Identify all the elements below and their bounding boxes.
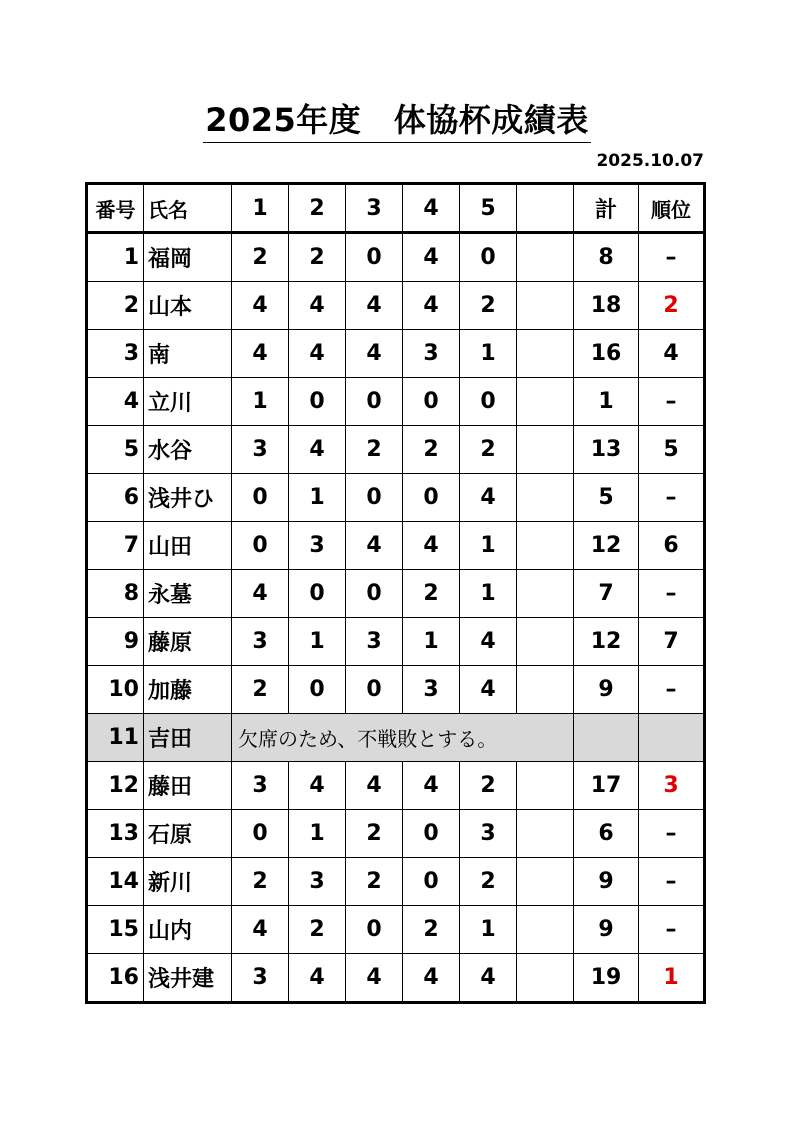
row-score-1: 3 bbox=[232, 954, 289, 1003]
row-score-2: 4 bbox=[289, 426, 346, 474]
row-score-3: 0 bbox=[346, 233, 403, 282]
row-score-2: 0 bbox=[289, 666, 346, 714]
row-score-2: 4 bbox=[289, 330, 346, 378]
table-row bbox=[87, 378, 705, 426]
row-score-4: 2 bbox=[403, 426, 460, 474]
row-no: 2 bbox=[87, 282, 144, 330]
row-score-6 bbox=[517, 666, 574, 714]
row-score-5: 4 bbox=[460, 474, 517, 522]
row-score-1: 0 bbox=[232, 474, 289, 522]
row-rank: 1 bbox=[639, 954, 705, 1003]
row-score-3: 4 bbox=[346, 330, 403, 378]
row-score-4: 4 bbox=[403, 762, 460, 810]
row-rank: 7 bbox=[639, 618, 705, 666]
row-score-5: 2 bbox=[460, 762, 517, 810]
row-name: 藤原 bbox=[144, 618, 232, 666]
row-total: 16 bbox=[574, 330, 639, 378]
header-round-5: 5 bbox=[460, 184, 517, 233]
table-row bbox=[87, 762, 705, 810]
row-score-4: 3 bbox=[403, 666, 460, 714]
table-row bbox=[87, 282, 705, 330]
row-score-1: 4 bbox=[232, 330, 289, 378]
row-name: 永墓 bbox=[144, 570, 232, 618]
page-title-text: 2025年度 体協杯成績表 bbox=[203, 98, 591, 143]
row-score-2: 1 bbox=[289, 474, 346, 522]
row-score-4: 0 bbox=[403, 858, 460, 906]
row-total bbox=[574, 714, 639, 762]
row-score-6 bbox=[517, 282, 574, 330]
row-total: 6 bbox=[574, 810, 639, 858]
row-score-4: 0 bbox=[403, 810, 460, 858]
row-no: 3 bbox=[87, 330, 144, 378]
row-score-6 bbox=[517, 570, 574, 618]
row-name: 加藤 bbox=[144, 666, 232, 714]
row-rank: 5 bbox=[639, 426, 705, 474]
row-total: 18 bbox=[574, 282, 639, 330]
row-score-1: 1 bbox=[232, 378, 289, 426]
row-score-3: 0 bbox=[346, 666, 403, 714]
row-score-4: 2 bbox=[403, 906, 460, 954]
row-score-2: 2 bbox=[289, 906, 346, 954]
row-no: 15 bbox=[87, 906, 144, 954]
row-score-5: 3 bbox=[460, 810, 517, 858]
row-score-6 bbox=[517, 618, 574, 666]
header-name: 氏名 bbox=[144, 184, 232, 233]
row-score-5: 2 bbox=[460, 858, 517, 906]
row-score-6 bbox=[517, 858, 574, 906]
row-score-6 bbox=[517, 954, 574, 1003]
row-total: 8 bbox=[574, 233, 639, 282]
row-score-3: 0 bbox=[346, 378, 403, 426]
row-rank: 6 bbox=[639, 522, 705, 570]
header-round-3: 3 bbox=[346, 184, 403, 233]
row-score-2: 4 bbox=[289, 762, 346, 810]
row-score-2: 0 bbox=[289, 378, 346, 426]
row-total: 13 bbox=[574, 426, 639, 474]
row-score-2: 3 bbox=[289, 858, 346, 906]
row-score-4: 4 bbox=[403, 233, 460, 282]
table-row bbox=[87, 954, 705, 1003]
row-name: 水谷 bbox=[144, 426, 232, 474]
row-name: 立川 bbox=[144, 378, 232, 426]
row-score-3: 3 bbox=[346, 618, 403, 666]
row-no: 6 bbox=[87, 474, 144, 522]
row-no: 1 bbox=[87, 233, 144, 282]
row-rank: 4 bbox=[639, 330, 705, 378]
row-name: 山本 bbox=[144, 282, 232, 330]
row-name: 藤田 bbox=[144, 762, 232, 810]
row-score-2: 1 bbox=[289, 810, 346, 858]
row-score-4: 4 bbox=[403, 954, 460, 1003]
row-score-6 bbox=[517, 762, 574, 810]
row-no: 10 bbox=[87, 666, 144, 714]
row-score-1: 4 bbox=[232, 570, 289, 618]
table-row bbox=[87, 810, 705, 858]
table-row bbox=[87, 522, 705, 570]
row-name: 浅井ひ bbox=[144, 474, 232, 522]
row-score-6 bbox=[517, 330, 574, 378]
row-rank: – bbox=[639, 906, 705, 954]
row-rank: – bbox=[639, 233, 705, 282]
row-score-4: 1 bbox=[403, 618, 460, 666]
header-round-4: 4 bbox=[403, 184, 460, 233]
row-rank: 2 bbox=[639, 282, 705, 330]
row-score-1: 2 bbox=[232, 233, 289, 282]
row-no: 5 bbox=[87, 426, 144, 474]
row-score-1: 0 bbox=[232, 522, 289, 570]
row-rank: – bbox=[639, 474, 705, 522]
row-rank: – bbox=[639, 570, 705, 618]
table-row bbox=[87, 426, 705, 474]
header-no: 番号 bbox=[87, 184, 144, 233]
row-name: 吉田 bbox=[144, 714, 232, 762]
row-total: 9 bbox=[574, 666, 639, 714]
row-score-2: 0 bbox=[289, 570, 346, 618]
row-score-5: 2 bbox=[460, 282, 517, 330]
row-score-3: 4 bbox=[346, 762, 403, 810]
row-no: 4 bbox=[87, 378, 144, 426]
row-score-2: 2 bbox=[289, 233, 346, 282]
row-score-3: 0 bbox=[346, 570, 403, 618]
row-score-3: 0 bbox=[346, 474, 403, 522]
row-name: 山田 bbox=[144, 522, 232, 570]
row-score-5: 1 bbox=[460, 330, 517, 378]
row-score-5: 4 bbox=[460, 618, 517, 666]
row-score-5: 0 bbox=[460, 233, 517, 282]
row-score-6 bbox=[517, 233, 574, 282]
row-score-6 bbox=[517, 378, 574, 426]
row-total: 9 bbox=[574, 906, 639, 954]
table-row bbox=[87, 474, 705, 522]
row-score-3: 2 bbox=[346, 810, 403, 858]
row-score-4: 0 bbox=[403, 378, 460, 426]
row-name: 南 bbox=[144, 330, 232, 378]
row-score-5: 0 bbox=[460, 378, 517, 426]
row-score-5: 4 bbox=[460, 666, 517, 714]
row-no: 11 bbox=[87, 714, 144, 762]
row-score-6 bbox=[517, 426, 574, 474]
table-row bbox=[87, 666, 705, 714]
row-rank: – bbox=[639, 378, 705, 426]
row-score-2: 4 bbox=[289, 282, 346, 330]
row-score-4: 3 bbox=[403, 330, 460, 378]
row-total: 7 bbox=[574, 570, 639, 618]
row-score-1: 4 bbox=[232, 906, 289, 954]
row-score-1: 3 bbox=[232, 618, 289, 666]
row-name: 浅井建 bbox=[144, 954, 232, 1003]
row-score-3: 4 bbox=[346, 954, 403, 1003]
table-row bbox=[87, 233, 705, 282]
row-score-3: 0 bbox=[346, 906, 403, 954]
table-header-row bbox=[87, 184, 705, 233]
row-no: 9 bbox=[87, 618, 144, 666]
row-score-1: 0 bbox=[232, 810, 289, 858]
row-score-3: 4 bbox=[346, 282, 403, 330]
row-score-4: 2 bbox=[403, 570, 460, 618]
row-score-2: 4 bbox=[289, 954, 346, 1003]
row-rank: – bbox=[639, 810, 705, 858]
row-score-1: 3 bbox=[232, 762, 289, 810]
row-score-5: 1 bbox=[460, 570, 517, 618]
row-score-4: 4 bbox=[403, 282, 460, 330]
row-total: 5 bbox=[574, 474, 639, 522]
table-row bbox=[87, 570, 705, 618]
row-score-1: 4 bbox=[232, 282, 289, 330]
row-rank: – bbox=[639, 666, 705, 714]
row-score-6 bbox=[517, 906, 574, 954]
results-table-body bbox=[87, 184, 705, 1003]
header-round-1: 1 bbox=[232, 184, 289, 233]
header-round-6 bbox=[517, 184, 574, 233]
row-total: 1 bbox=[574, 378, 639, 426]
header-total: 計 bbox=[574, 184, 639, 233]
header-rank: 順位 bbox=[639, 184, 705, 233]
row-no: 16 bbox=[87, 954, 144, 1003]
row-total: 12 bbox=[574, 522, 639, 570]
header-round-2: 2 bbox=[289, 184, 346, 233]
row-rank: 3 bbox=[639, 762, 705, 810]
page-title bbox=[0, 98, 794, 143]
row-name: 山内 bbox=[144, 906, 232, 954]
row-no: 12 bbox=[87, 762, 144, 810]
row-score-4: 4 bbox=[403, 522, 460, 570]
row-score-1: 2 bbox=[232, 666, 289, 714]
row-no: 8 bbox=[87, 570, 144, 618]
row-rank bbox=[639, 714, 705, 762]
row-rank: – bbox=[639, 858, 705, 906]
row-score-3: 4 bbox=[346, 522, 403, 570]
table-row bbox=[87, 906, 705, 954]
row-score-5: 1 bbox=[460, 906, 517, 954]
row-name: 新川 bbox=[144, 858, 232, 906]
row-score-6 bbox=[517, 810, 574, 858]
row-note: 欠席のため、不戦敗とする。 bbox=[232, 714, 574, 762]
row-score-2: 3 bbox=[289, 522, 346, 570]
report-date: 2025.10.07 bbox=[596, 151, 704, 171]
row-total: 9 bbox=[574, 858, 639, 906]
table-row bbox=[87, 618, 705, 666]
row-name: 福岡 bbox=[144, 233, 232, 282]
row-score-2: 1 bbox=[289, 618, 346, 666]
row-no: 14 bbox=[87, 858, 144, 906]
row-score-3: 2 bbox=[346, 858, 403, 906]
row-total: 12 bbox=[574, 618, 639, 666]
row-score-4: 0 bbox=[403, 474, 460, 522]
row-total: 17 bbox=[574, 762, 639, 810]
row-score-1: 2 bbox=[232, 858, 289, 906]
row-score-6 bbox=[517, 474, 574, 522]
row-no: 13 bbox=[87, 810, 144, 858]
results-table bbox=[85, 182, 706, 1004]
row-score-1: 3 bbox=[232, 426, 289, 474]
row-score-3: 2 bbox=[346, 426, 403, 474]
table-row bbox=[87, 858, 705, 906]
table-row bbox=[87, 714, 705, 762]
row-score-6 bbox=[517, 522, 574, 570]
table-row bbox=[87, 330, 705, 378]
row-score-5: 1 bbox=[460, 522, 517, 570]
row-name: 石原 bbox=[144, 810, 232, 858]
row-total: 19 bbox=[574, 954, 639, 1003]
row-no: 7 bbox=[87, 522, 144, 570]
row-score-5: 4 bbox=[460, 954, 517, 1003]
row-score-5: 2 bbox=[460, 426, 517, 474]
